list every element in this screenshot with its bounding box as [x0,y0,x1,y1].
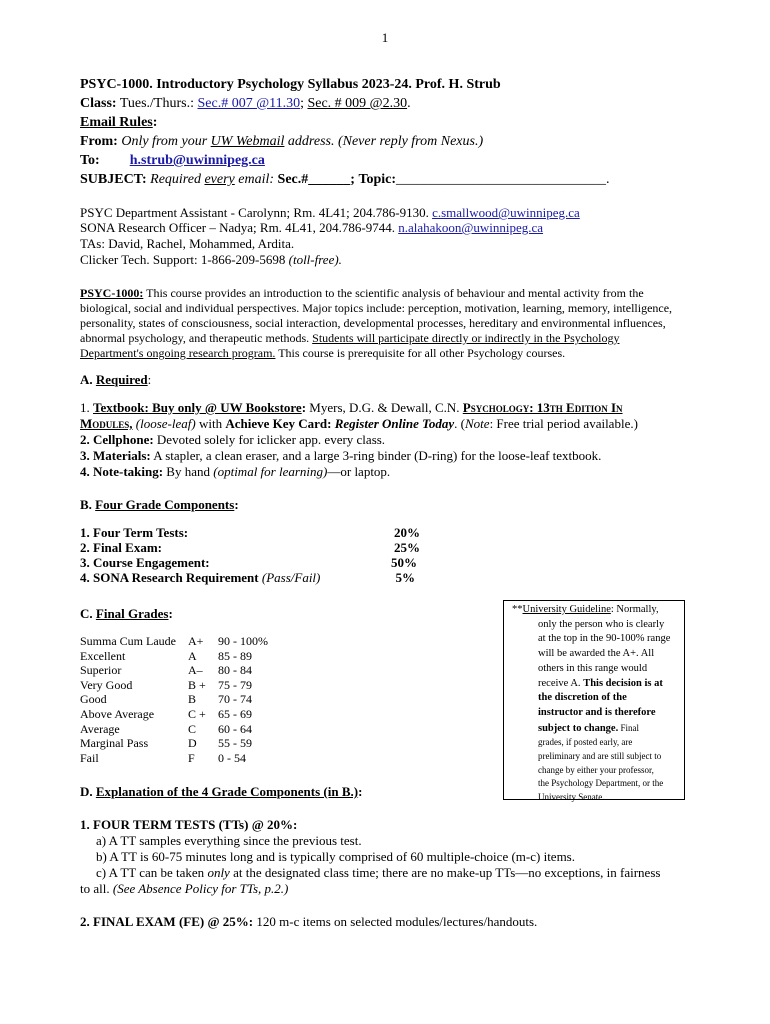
grades-heading: C. Final Grades: [80,606,173,621]
required-cellphone: 2. Cellphone: Devoted solely for iclicker app. every class. [80,432,386,447]
grade-row [80,663,300,678]
grade-name: Superior [80,663,122,678]
to-line: To: h.strub@uwinnipeg.ca [80,153,265,168]
grade-row [80,692,300,707]
grade-name: Marginal Pass [80,736,149,751]
grade-row [80,707,300,722]
subject-line: SUBJECT: Required every email: Sec.#______; Topic:______________________________. [80,172,610,187]
section-009: Sec. # 009 @2.30 [307,96,408,111]
contact-tas: TAs: David, Rachel, Mohammed, Ardita. [80,236,295,251]
components-heading: B. Four Grade Components: [80,497,239,512]
component-row: 1. Four Term Tests: 20% [80,525,420,540]
grade-range: 85 - 89 [218,648,252,663]
grade-row [80,678,300,693]
dept-assistant-email-link[interactable]: c.smallwood@uwinnipeg.ca [432,205,580,220]
grade-name: Fail [80,750,99,765]
grade-range: 80 - 84 [218,663,252,678]
university-guideline-box: **University Guideline: Normally, only the person who is clearly at the top in the 90-100% range will be awarded the A+. All others in this range would receive A. This decision is at the discretion of the instructor and is therefore subject to change. Final grades, if posted early, are preliminary and are still subject to change by either your professor, the Psychology Department, or the University Senate. [503,600,685,800]
grade-range: 90 - 100% [218,634,268,648]
term-tests-c-cont: to all. (See Absence Policy for TTs, p.2.) [80,881,289,896]
course-description-line: biological, social and individual perspectives. Major topics include: perception, motivation, learning, memory, intelligence, [80,301,673,315]
course-description-line: abnormal psychology, and therapeutic methods. Students will participate directly or indirectly in the Psychology [80,331,620,345]
grade-range: 70 - 74 [218,692,252,707]
contact-sona-officer: SONA Research Officer – Nadya; Rm. 4L41, 204.786-9744. n.alahakoon@uwinnipeg.ca [80,220,544,235]
contact-dept-assistant: PSYC Department Assistant - Carolynn; Rm. 4L41; 204.786-9130. c.smallwood@uwinnipeg.ca [80,205,580,220]
grade-letter: B + [188,677,206,692]
grade-letter: B [188,692,197,707]
grade-name: Above Average [80,706,155,721]
grades-table [80,634,300,765]
grade-name: Summa Cum Laude [80,634,176,648]
grade-letter: C [188,721,197,736]
required-heading: A. Required: [80,372,152,387]
grade-row [80,722,300,737]
grade-name: Very Good [80,677,133,692]
grade-letter: A– [188,663,203,678]
term-tests-c: c) A TT can be taken only at the designated class time; there are no make-up TTs—no exceptions, in fairness [96,865,661,880]
section-007-link[interactable]: Sec.# 007 @11.30 [197,96,301,111]
syllabus-title: PSYC-1000. Introductory Psychology Syllabus 2023-24. Prof. H. Strub [80,77,501,92]
required-note-taking: 4. Note-taking: By hand (optimal for learning)—or laptop. [80,464,391,479]
grade-range: 75 - 79 [218,677,252,692]
grade-letter: A [188,648,197,663]
grade-name: Excellent [80,648,126,663]
term-tests-heading: 1. FOUR TERM TESTS (TTs) @ 20%: [80,817,298,832]
required-textbook: 1. Textbook: Buy only @ UW Bookstore: Myers, D.G. & Dewall, C.N. Psychology: 13th Edition In [80,400,623,415]
grade-letter: D [188,736,197,751]
final-exam-line: 2. FINAL EXAM (FE) @ 25%: 120 m-c items on selected modules/lectures/handouts. [80,914,538,929]
grade-row [80,649,300,664]
grade-row [80,736,300,751]
course-description-line: Department's ongoing research program. This course is prerequisite for all other Psychology courses. [80,346,566,360]
grade-row [80,751,300,766]
contact-clicker-support: Clicker Tech. Support: 1-866-209-5698 (toll-free). [80,252,342,267]
grade-range: 0 - 54 [218,750,246,765]
course-description: PSYC-1000: This course provides an introduction to the scientific analysis of behaviour and mental activity from the [80,286,644,300]
instructor-email-link[interactable]: h.strub@uwinnipeg.ca [129,153,265,168]
term-tests-b: b) A TT is 60-75 minutes long and is typically comprised of 60 multiple-choice (m-c) items. [96,849,575,864]
grade-letter: C + [188,706,206,721]
grade-range: 65 - 69 [218,706,252,721]
course-description-line: personality, states of consciousness, social interaction, developmental processes, hereditary and environmental influences, [80,316,666,330]
grade-range: 55 - 59 [218,736,252,751]
components-list [80,525,420,585]
class-line: Class: Tues./Thurs.: Sec.# 007 @11.30; Sec. # 009 @2.30. [80,96,411,111]
required-materials: 3. Materials: A stapler, a clean eraser, and a large 3-ring binder (D-ring) for the loose-leaf textbook. [80,448,602,463]
required-textbook-cont: Modules, (loose-leaf) with Achieve Key Card: Register Online Today. (Note: Free trial period available.) [80,416,638,431]
from-line: From: Only from your UW Webmail address. (Never reply from Nexus.) [80,134,484,149]
grade-name: Good [80,692,107,707]
sona-officer-email-link[interactable]: n.alahakoon@uwinnipeg.ca [398,220,544,235]
grade-name: Average [80,721,120,736]
component-row: 3. Course Engagement: 50% [80,555,417,570]
page-number: 1 [381,30,389,45]
grade-letter: A+ [188,634,204,648]
grade-row [80,634,300,649]
grade-letter: F [188,750,195,765]
term-tests-a: a) A TT samples everything since the previous test. [96,833,362,848]
explanation-heading: D. Explanation of the 4 Grade Components (in B.): [80,784,363,799]
email-rules-heading: Email Rules: [80,115,158,130]
component-row: 2. Final Exam: 25% [80,540,420,555]
component-row: 4. SONA Research Requirement (Pass/Fail) 5% [80,570,415,585]
grade-range: 60 - 64 [218,721,252,736]
